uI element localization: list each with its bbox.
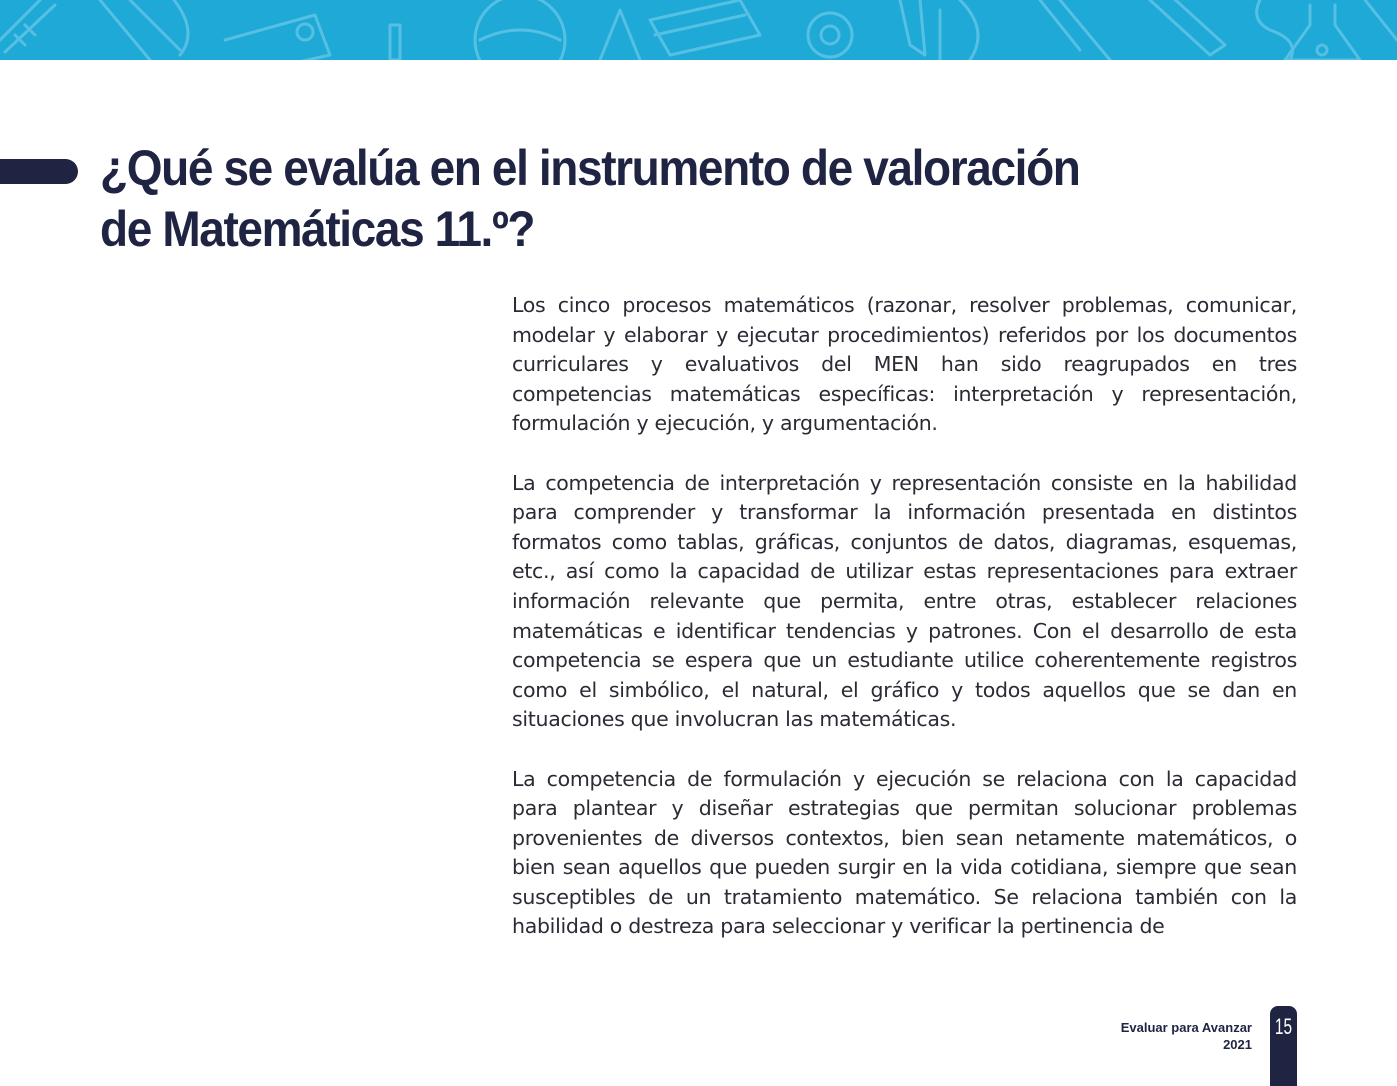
ruler-icon xyxy=(0,0,55,52)
top-banner xyxy=(0,0,1397,60)
page-title xyxy=(100,138,1080,260)
banner-pattern xyxy=(0,0,1397,60)
calculator-icon xyxy=(225,15,330,60)
page-number-tab xyxy=(1270,1006,1297,1086)
page-number: 15 xyxy=(1274,1014,1293,1039)
paragraph-1: Los cinco procesos matemáticos (razonar, resolver problemas, comunicar, modelar y elaborar y ejecutar procedimientos) referidos por los documentos curriculares y evaluativos del MEN han sido reagrupados en tres competencias matemáticas específicas: interpretación y representación, formulación y ejecución, y argumentación. xyxy=(512,293,1297,436)
flask-icon xyxy=(1285,5,1360,60)
tape-icon xyxy=(808,13,852,57)
pencil-icon xyxy=(1150,0,1225,55)
body-text xyxy=(512,291,1297,972)
book-icon xyxy=(650,0,760,55)
title-line-1: ¿Qué se evalúa en el instrumento de valoración xyxy=(100,140,1080,196)
paragraph-3: La competencia de formulación y ejecución se relaciona con la capacidad para plantear y diseñar estrategias que permitan solucionar problemas provenientes de diversos contextos, bien sean netamente matemáticos, o bien sean aquellos que pueden surgir en la vida cotidiana, siempre que sean susceptibles de un tratamiento matemático. Se relaciona también con la habilidad o destreza para seleccionar y verificar la pertinencia de xyxy=(512,766,1297,939)
title-accent-bar xyxy=(0,159,78,184)
paragraph-2: La competencia de interpretación y representación consiste en la habilidad para comprender y transformar la información presentada en distintos formatos como tablas, gráficas, conjuntos de datos, diagramas, esquemas, etc., así como la capacidad de utilizar estas representaciones para extraer información relevante que permita, entre otras, establecer relaciones matemáticas e identificar tendencias y patrones. Con el desarrollo de esta competencia se espera que un estudiante utilice coherentemente registros como el simbólico, el natural, el gráfico y todos aquellos que se dan en situaciones que involucran las matemáticas. xyxy=(512,470,1297,732)
publication-year: 2021 xyxy=(1223,1037,1252,1052)
globe-icon xyxy=(475,0,565,60)
title-line-2: de Matemáticas 11.º? xyxy=(100,201,535,257)
publication-name: Evaluar para Avanzar xyxy=(1120,1020,1252,1035)
footer-publication xyxy=(1121,1019,1252,1053)
